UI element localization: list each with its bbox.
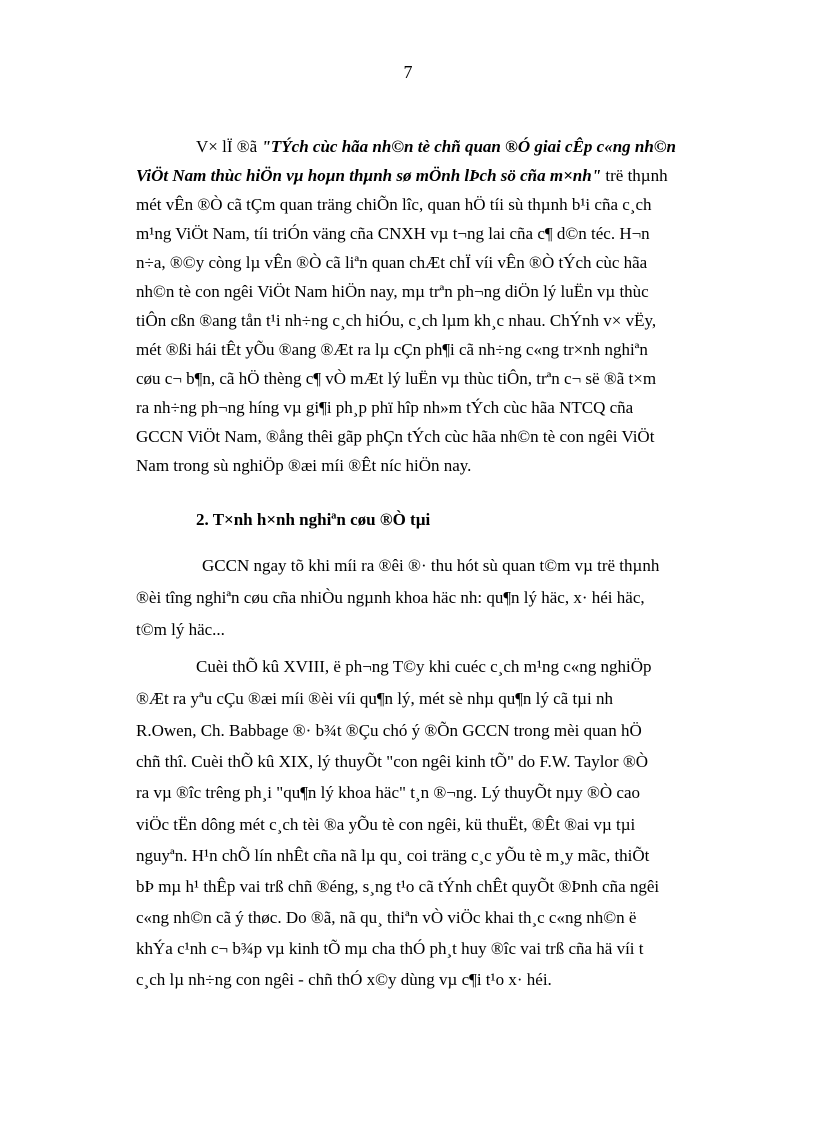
text-line: bÞ mµ h¹ thÊp vai trß chñ ®éng, s¸ng t¹o cã tÝnh chÊt quyÕt ®Þnh cña ngêi [136,877,660,896]
text-line: t©m lý häc... [136,620,225,639]
text-line: GCCN ngay tõ khi míi ra ®êi ®· thu hót sù quan t©m vµ trë thµnh [202,556,660,575]
text-line: nguyªn. H¹n chÕ lín nhÊt cña nã lµ qu¸ coi träng c¸c yÕu tè m¸y mãc, thiÕt [136,846,650,865]
text-line [196,136,676,158]
text-line: c«ng nh©n cã ý thøc. Do ®ã, nã qu¸ thiªn vÒ viÖc khai th¸c c«ng nh©n ë [136,908,637,927]
text-line: viÖc tËn dông mét c¸ch tèi ®a yÕu tè con ngêi, kü thuËt, ®Êt ®ai vµ tµi [136,815,636,834]
text-line [136,165,668,187]
text-line: R.Owen, Ch. Babbage ®· b¾t ®Çu chó ý ®Õn GCCN trong mèi quan hÖ [136,721,642,740]
section-heading: 2. T×nh h×nh nghiªn cøu ®Ò tµi [196,510,431,529]
text-line: ®Æt ra yªu cÇu ®æi míi ®èi víi qu¶n lý, mét sè nhµ qu¶n lý cã tµi nh [136,689,613,708]
text-line: GCCN ViÖt Nam, ®ång thêi gãp phÇn tÝch cùc hãa nh©n tè con ngêi ViÖt [136,427,655,446]
text-line: tiÔn cßn ®ang tån t¹i nh÷ng c¸ch hiÓu, c¸ch lµm kh¸c nhau. ChÝnh v× vËy, [136,311,657,330]
quoted-emphasis: ViÖt Nam thùc hiÖn vµ hoµn thµnh sø mÖnh lÞch sö cña m×nh" [136,166,602,185]
text-run: trë thµnh [601,166,668,185]
text-line: Cuèi thÕ kû XVIII, ë ph¬ng T©y khi cuéc c¸ch m¹ng c«ng nghiÖp [196,657,652,676]
text-line: c¸ch lµ nh÷ng con ngêi - chñ thÓ x©y dùng vµ c¶i t¹o x· héi. [136,970,552,989]
text-line: chñ thî. Cuèi thÕ kû XIX, lý thuyÕt "con ngêi kinh tÕ" do F.W. Taylor ®Ò [136,752,649,771]
text-run: V× lÏ ®ã [196,137,262,156]
page-number: 7 [403,62,413,82]
text-line: ra nh÷ng ph¬ng híng vµ gi¶i ph¸p phï hîp nh»m tÝch cùc hãa NTCQ cña [136,398,634,417]
text-line: nh©n tè con ngêi ViÖt Nam hiÖn nay, mµ trªn ph¬ng diÖn lý luËn vµ thùc [136,282,649,301]
quoted-emphasis: "TÝch cùc hãa nh©n tè chñ quan ®Ó giai cÊp c«ng nh©n [261,137,676,156]
text-line: khÝa c¹nh c¬ b¾p vµ kinh tÕ mµ cha thÓ ph¸t huy ®îc vai trß cña hä víi t [136,939,644,958]
text-line: ®èi tîng nghiªn cøu cña nhiÒu ngµnh khoa häc nh: qu¶n lý häc, x· héi häc, [136,588,645,607]
text-line: Nam trong sù nghiÖp ®æi míi ®Êt níc hiÖn nay. [136,456,472,475]
text-line: mét ®ßi hái tÊt yÕu ®ang ®Æt ra lµ cÇn ph¶i cã nh÷ng c«ng tr×nh nghiªn [136,340,648,359]
text-line: mét vÊn ®Ò cã tÇm quan träng chiÕn lîc, quan hÖ tíi sù thµnh b¹i cña c¸ch [136,195,652,214]
text-line: m¹ng ViÖt Nam, tíi triÓn väng cña CNXH vµ t¬ng lai cña c¶ d©n téc. H¬n [136,224,650,243]
text-line: ra vµ ®îc trêng ph¸i "qu¶n lý khoa häc" t¸n ®¬ng. Lý thuyÕt nµy ®Ò cao [136,783,641,802]
text-line: n÷a, ®©y còng lµ vÊn ®Ò cã liªn quan chÆt chÏ víi vÊn ®Ò tÝch cùc hãa [136,253,648,272]
text-line: cøu c¬ b¶n, cã hÖ thèng c¶ vÒ mÆt lý luËn vµ thùc tiÔn, trªn c¬ së ®ã t×m [136,369,657,388]
